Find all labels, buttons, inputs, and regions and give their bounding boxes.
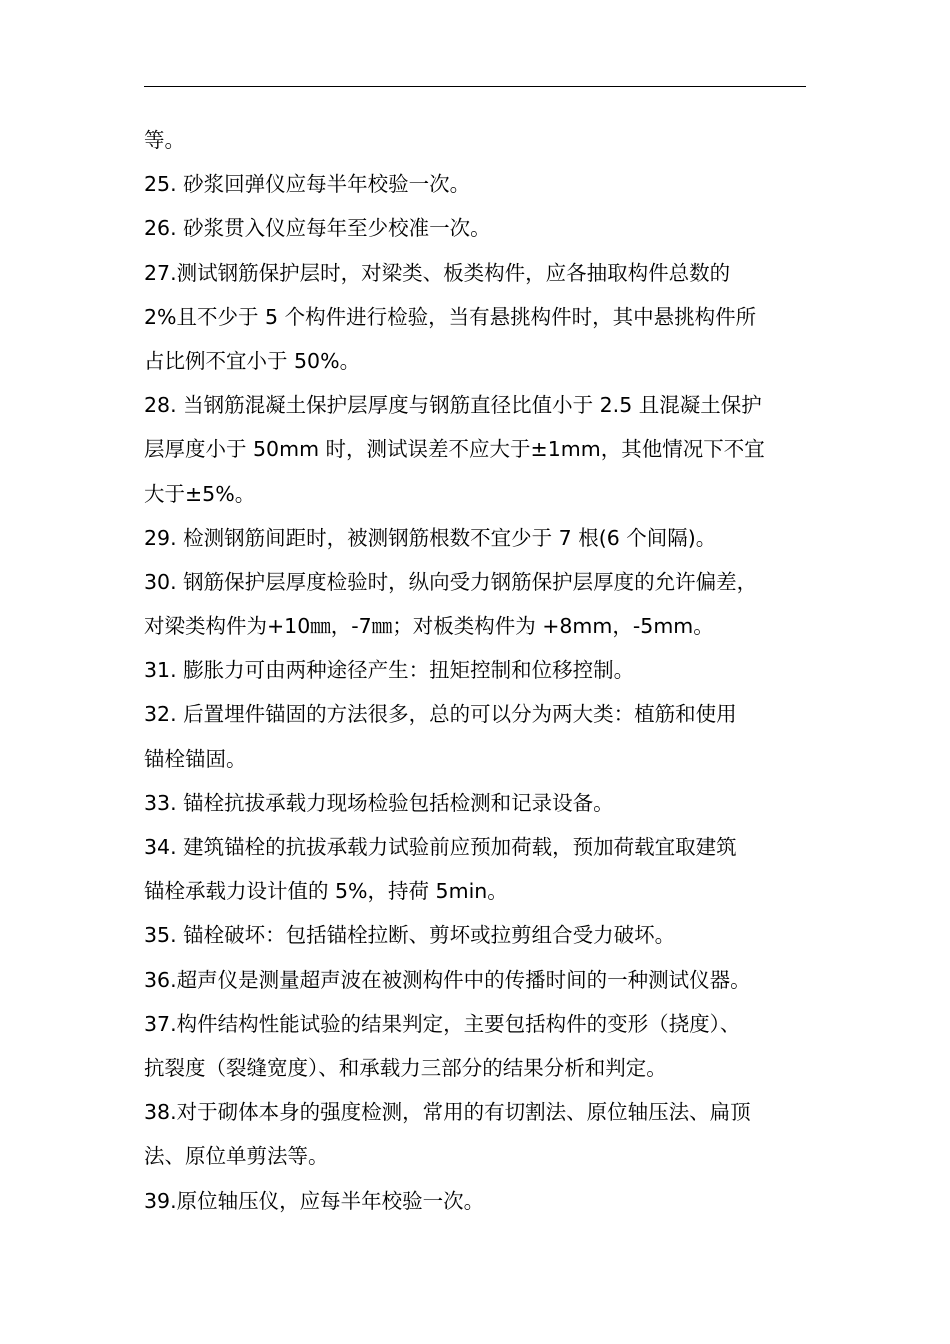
header-rule xyxy=(144,86,806,87)
text-line: 38.对于砌体本身的强度检测，常用的有切割法、原位轴压法、扁顶 xyxy=(144,1100,751,1125)
text-line: 占比例不宜小于 50%。 xyxy=(144,348,361,373)
text-line: 30. 钢筋保护层厚度检验时，纵向受力钢筋保护层厚度的允许偏差， xyxy=(144,569,758,594)
text-line: 37.构件结构性能试验的结果判定，主要包括构件的变形（挠度）、 xyxy=(144,1011,741,1036)
text-line: 大于±5%。 xyxy=(144,481,256,506)
text-line: 35. 锚栓破坏：包括锚栓拉断、剪坏或拉剪组合受力破坏。 xyxy=(144,923,676,948)
text-line: 39.原位轴压仪，应每半年校验一次。 xyxy=(144,1188,485,1213)
text-line: 26. 砂浆贯入仪应每年至少校准一次。 xyxy=(144,216,491,241)
text-line: 31. 膨胀力可由两种途径产生：扭矩控制和位移控制。 xyxy=(144,658,635,683)
document-body xyxy=(144,118,824,1223)
text-line: 层厚度小于 50mm 时，测试误差不应大于±1mm，其他情况下不宜 xyxy=(144,437,765,462)
text-line: 锚栓承载力设计值的 5%，持荷 5min。 xyxy=(144,879,508,904)
text-line: 对梁类构件为+10㎜，-7㎜；对板类构件为 +8mm，-5mm。 xyxy=(144,614,714,639)
text-line: 36.超声仪是测量超声波在被测构件中的传播时间的一种测试仪器。 xyxy=(144,967,751,992)
text-line: 28. 当钢筋混凝土保护层厚度与钢筋直径比值小于 2.5 且混凝土保护 xyxy=(144,393,762,418)
text-line: 25. 砂浆回弹仪应每半年校验一次。 xyxy=(144,172,471,197)
text-line: 32. 后置埋件锚固的方法很多，总的可以分为两大类：植筋和使用 xyxy=(144,702,737,727)
text-line: 法、原位单剪法等。 xyxy=(144,1144,329,1169)
text-line: 33. 锚栓抗拔承载力现场检验包括检测和记录设备。 xyxy=(144,790,614,815)
text-line: 2%且不少于 5 个构件进行检验，当有悬挑构件时，其中悬挑构件所 xyxy=(144,304,757,329)
text-line: 锚栓锚固。 xyxy=(144,746,247,771)
text-line: 抗裂度（裂缝宽度）、和承载力三部分的结果分析和判定。 xyxy=(144,1055,667,1080)
text-line: 等。 xyxy=(144,128,185,152)
text-line: 34. 建筑锚栓的抗拔承载力试验前应预加荷载，预加荷载宜取建筑 xyxy=(144,835,737,859)
text-line: 27.测试钢筋保护层时，对梁类、板类构件，应各抽取构件总数的 xyxy=(144,260,731,285)
text-line: 29. 检测钢筋间距时，被测钢筋根数不宜少于 7 根(6 个间隔)。 xyxy=(144,525,717,550)
